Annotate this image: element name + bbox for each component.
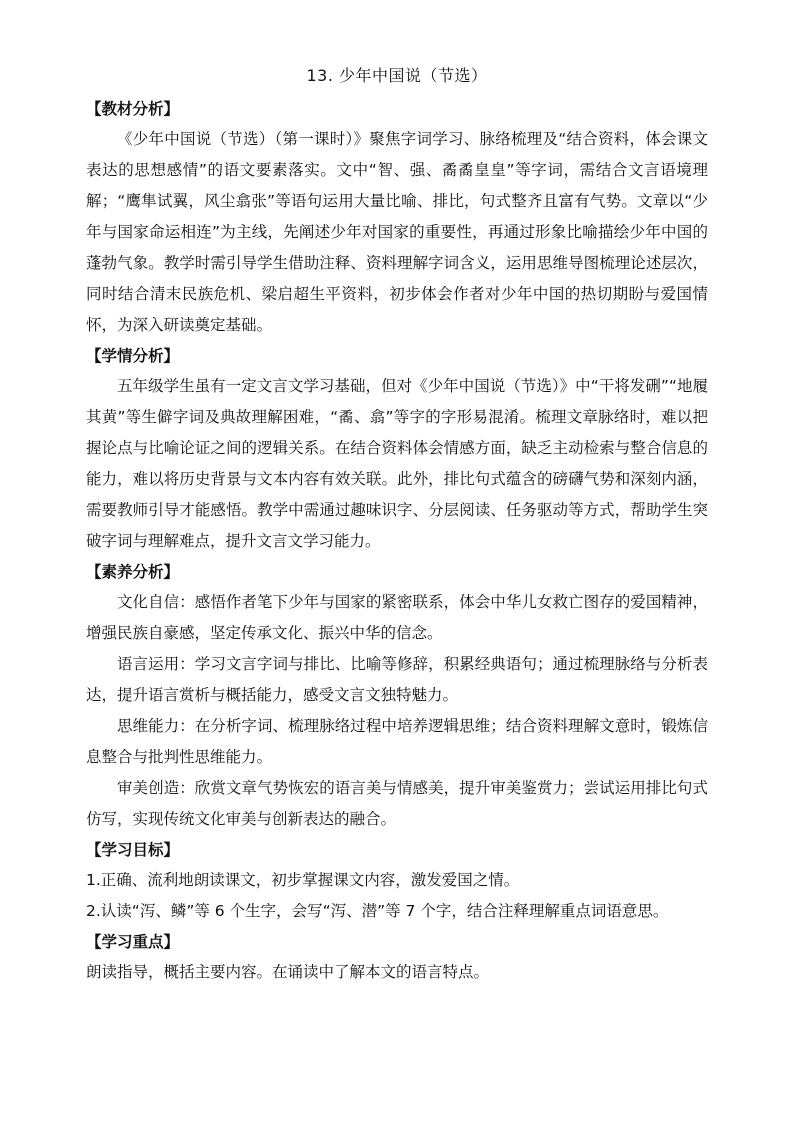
literacy-paragraph-language: 语言运用：学习文言字词与排比、比喻等修辞，积累经典语句；通过梳理脉络与分析表达，提升语言赏析与概括能力，感受文言文独特魅力。 bbox=[86, 655, 708, 704]
section-learning-goals bbox=[86, 835, 708, 927]
section-learning-focus bbox=[86, 927, 708, 988]
section-textbook-analysis bbox=[86, 94, 708, 341]
literacy-paragraph-thinking: 思维能力：在分析字词、梳理脉络过程中培养逻辑思维；结合资料理解文意时，锻炼信息整合与批判性思维能力。 bbox=[86, 717, 708, 766]
learning-focus-text: 朗读指导，概括主要内容。在诵读中了解本文的语言特点。 bbox=[86, 963, 490, 981]
section-heading-textbook: 【教材分析】 bbox=[86, 100, 180, 118]
learning-goal-item: 2.认读“泻、鳞”等 6 个生字，会写“泻、潜”等 7 个字，结合注释理解重点词语意思。 bbox=[86, 902, 669, 920]
section-heading-goals: 【学习目标】 bbox=[86, 841, 180, 859]
document-page bbox=[86, 64, 708, 988]
literacy-paragraph-aesthetics: 审美创造：欣赏文章气势恢宏的语言美与情感美，提升审美鉴赏力；尝试运用排比句式仿写，实现传统文化审美与创新表达的融合。 bbox=[86, 779, 708, 828]
student-analysis-paragraph: 五年级学生虽有一定文言文学习基础，但对《少年中国说（节选）》中“干将发硎”“地履其黄”等生僻字词及典故理解困难，“矞、翕”等字的字形易混淆。梳理文章脉络时，难以把握论点与比喻论证之间的逻辑关系。在结合资料体会情感方面，缺乏主动检索与整合信息的能力，难以将历史背景与文本内容有效关联。此外，排比句式蕴含的磅礴气势和深刻内涵，需要教师引导才能感悟。教学中需通过趣味识字、分层阅读、任务驱动等方式，帮助学生突破字词与理解难点，提升文言文学习能力。 bbox=[86, 377, 708, 550]
section-heading-students: 【学情分析】 bbox=[86, 347, 180, 365]
literacy-paragraph-culture: 文化自信：感悟作者笔下少年与国家的紧密联系，体会中华儿女救亡图存的爱国精神，增强民族自豪感，坚定传承文化、振兴中华的信念。 bbox=[86, 593, 708, 642]
section-literacy-analysis bbox=[86, 557, 708, 835]
learning-goal-item: 1.正确、流利地朗读课文，初步掌握课文内容，激发爱国之情。 bbox=[86, 871, 520, 889]
section-heading-focus: 【学习重点】 bbox=[86, 933, 180, 951]
textbook-analysis-paragraph: 《少年中国说（节选）（第一课时）》聚焦字词学习、脉络梳理及“结合资料，体会课文表达的思想感情”的语文要素落实。文中“智、强、矞矞皇皇”等字词，需结合文言语境理解；“鹰隼试翼，风尘翕张”等语句运用大量比喻、排比，句式整齐且富有气势。文章以“少年与国家命运相连”为主线，先阐述少年对国家的重要性，再通过形象比喻描绘少年中国的蓬勃气象。教学时需引导学生借助注释、资料理解字词含义，运用思维导图梳理论述层次，同时结合清末民族危机、梁启超生平资料，初步体会作者对少年中国的热切期盼与爱国情怀，为深入研读奠定基础。 bbox=[86, 130, 708, 334]
section-heading-literacy: 【素养分析】 bbox=[86, 563, 180, 581]
section-student-analysis bbox=[86, 341, 708, 557]
document-title: 13. 少年中国说（节选） bbox=[306, 66, 488, 85]
